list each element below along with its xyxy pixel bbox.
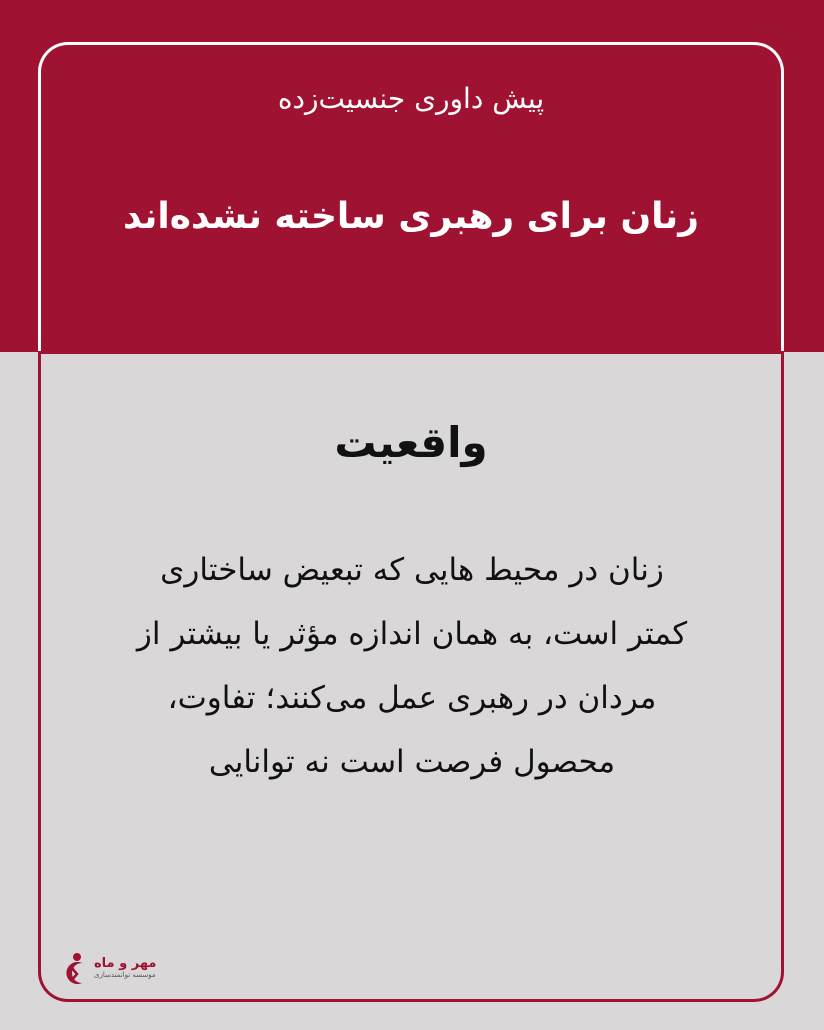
logo-text <box>94 957 156 980</box>
body-line-4: محصول فرصت است نه توانایی <box>208 744 616 780</box>
logo-name: مهر و ماه <box>94 955 157 971</box>
logo-tagline: موسسه توانمندسازی <box>94 970 156 979</box>
brand-logo <box>60 950 156 986</box>
body-line-1: زنان در محیط هایی که تبعیض ساختاری <box>160 552 664 588</box>
header-title: زنان برای رهبری ساخته نشده‌اند <box>123 196 699 237</box>
header-subtitle: پیش داوری جنسیت‌زده <box>277 82 545 115</box>
body-line-2: کمتر است، به همان اندازه مؤثر یا بیشتر از <box>136 616 688 652</box>
body-text <box>110 538 714 794</box>
body-line-3: مردان در رهبری عمل می‌کنند؛ تفاوت، <box>167 680 657 716</box>
reality-heading: واقعیت <box>334 418 488 467</box>
logo-icon <box>60 950 90 986</box>
